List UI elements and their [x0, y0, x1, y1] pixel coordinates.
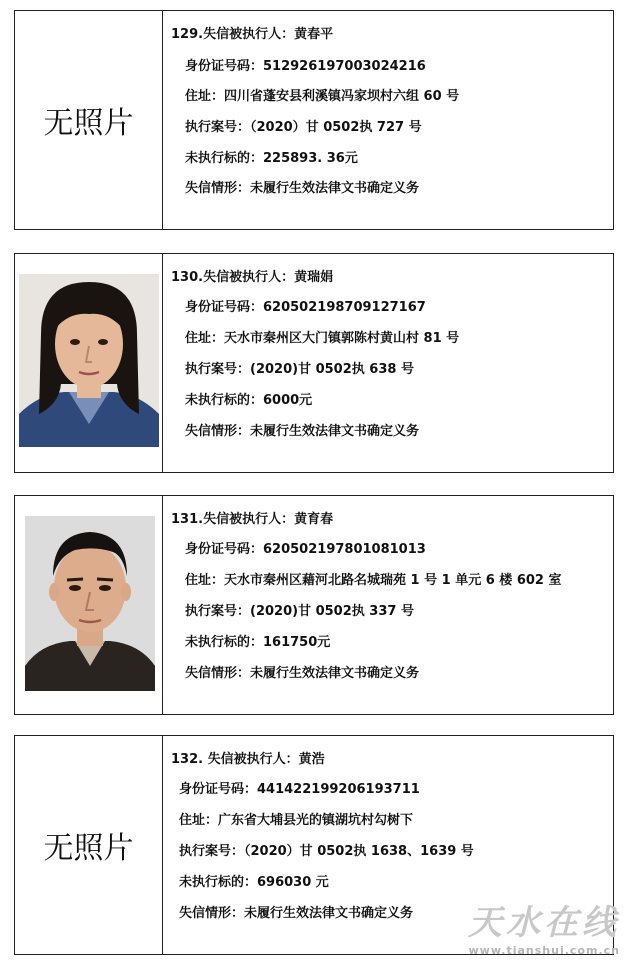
id-number: 身份证号码：441422199206193711	[179, 782, 420, 797]
unexecuted-amount: 未执行标的：225893. 36元	[185, 151, 358, 166]
case-number: 执行案号：(2020)甘 0502执 638 号	[185, 362, 414, 377]
unexecuted-amount: 未执行标的：161750元	[185, 635, 331, 650]
id-number: 身份证号码：512926197003024216	[185, 59, 426, 74]
record-card-129	[14, 10, 614, 230]
portrait-photo-male	[25, 516, 155, 691]
default-situation: 失信情形：未履行生效法律文书确定义务	[185, 424, 420, 439]
record-title: 132. 失信被执行人：黄浩	[171, 752, 325, 767]
record-title: 131.失信被执行人：黄育春	[171, 512, 334, 527]
unexecuted-amount: 未执行标的：696030 元	[179, 875, 329, 890]
default-situation: 失信情形：未履行生效法律文书确定义务	[185, 666, 420, 681]
unexecuted-amount: 未执行标的：6000元	[185, 393, 313, 408]
record-card-130	[14, 253, 614, 473]
address: 住址：四川省蓬安县利溪镇冯家坝村六组 60 号	[185, 89, 460, 104]
address: 住址：天水市秦州区大门镇郭陈村黄山村 81 号	[185, 331, 460, 346]
record-title: 129.失信被执行人：黄春平	[171, 27, 334, 42]
case-number: 执行案号：（2020）甘 0502执 1638、1639 号	[179, 844, 474, 859]
photo-cell	[15, 496, 163, 714]
watermark-url: www.tianshui.com.cn	[468, 944, 620, 957]
photo-cell	[15, 11, 163, 229]
site-watermark	[468, 895, 620, 957]
no-photo-label: 无照片	[43, 106, 134, 141]
portrait-photo-female	[19, 274, 159, 447]
photo-cell	[15, 736, 163, 954]
watermark-logo-text: 天水在线	[468, 903, 620, 943]
case-number: 执行案号：(2020)甘 0502执 337 号	[185, 604, 414, 619]
id-number: 身份证号码：620502197801081013	[185, 542, 426, 557]
no-photo-label: 无照片	[43, 831, 134, 866]
address: 住址：广东省大埔县光的镇湖坑村勾树下	[179, 813, 414, 828]
default-situation: 失信情形：未履行生效法律文书确定义务	[185, 181, 420, 196]
address: 住址：天水市秦州区藉河北路名城瑞苑 1 号 1 单元 6 楼 602 室	[185, 573, 562, 588]
record-card-131	[14, 495, 614, 715]
record-title: 130.失信被执行人：黄瑞娟	[171, 270, 334, 285]
case-number: 执行案号：（2020）甘 0502执 727 号	[185, 120, 422, 135]
default-situation: 失信情形：未履行生效法律文书确定义务	[179, 906, 414, 921]
photo-cell	[15, 254, 163, 472]
id-number: 身份证号码：620502198709127167	[185, 300, 426, 315]
